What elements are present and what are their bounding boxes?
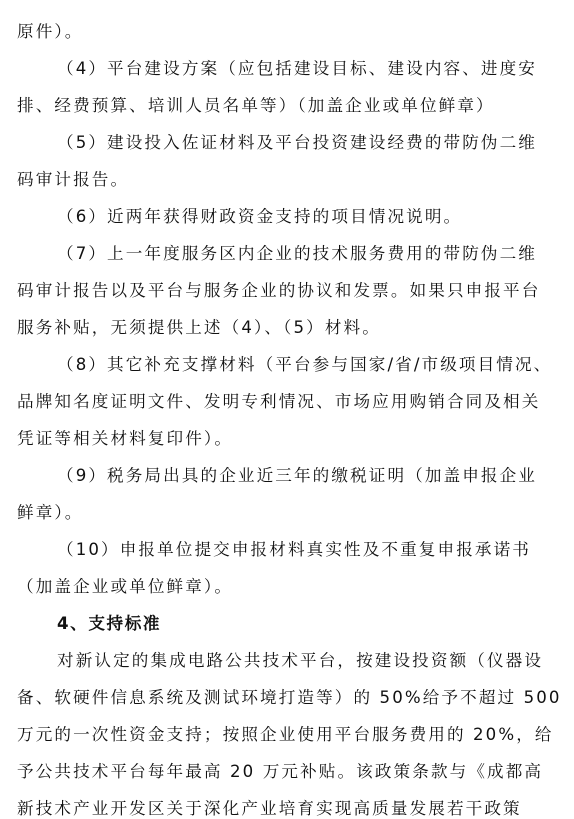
text-line-item-4: （4）平台建设方案（应包括建设目标、建设内容、进度安: [57, 59, 537, 78]
text-line-paragraph-cont: 新技术产业开发区关于深化产业培育实现高质量发展若干政策: [17, 799, 522, 818]
text-line-item-6: （6）近两年获得财政资金支持的项目情况说明。: [57, 207, 463, 226]
text-line-item-8: （8）其它补充支撑材料（平台参与国家/省/市级项目情况、: [57, 355, 553, 374]
text-line-item-10-cont: （加盖企业或单位鲜章）。: [17, 577, 234, 596]
text-line-paragraph-cont: 予公共技术平台每年最高 20 万元补贴。该政策条款与《成都高: [17, 762, 544, 781]
text-line-item-5-cont: 码审计报告。: [17, 170, 130, 189]
text-line-item-5: （5）建设投入佐证材料及平台投资建设经费的带防伪二维: [57, 133, 537, 152]
text-line-item-4-cont: 排、经费预算、培训人员名单等）（加盖企业或单位鲜章）: [17, 96, 495, 115]
text-line-paragraph: 对新认定的集成电路公共技术平台，按建设投资额（仪器设: [57, 651, 544, 670]
text-line-item-10: （10）申报单位提交申报材料真实性及不重复申报承诺书: [57, 540, 531, 559]
text-line-item-8-cont: 品牌知名度证明文件、发明专利情况、市场应用购销合同及相关: [17, 392, 541, 411]
text-line-continuation: 原件）。: [17, 22, 84, 41]
section-heading: 4、支持标准: [57, 614, 162, 633]
text-line-item-9: （9）税务局出具的企业近三年的缴税证明（加盖申报企业: [57, 466, 537, 485]
text-line-item-7-cont: 码审计报告以及平台与服务企业的协议和发票。如果只申报平台: [17, 281, 541, 300]
text-line-item-8-cont: 凭证等相关材料复印件）。: [17, 429, 234, 448]
text-line-paragraph-cont: 备、软硬件信息系统及测试环境打造等）的 50%给予不超过 500: [17, 688, 562, 707]
text-line-item-7: （7）上一年度服务区内企业的技术服务费用的带防伪二维: [57, 244, 537, 263]
text-line-item-7-cont: 服务补贴，无须提供上述（4）、（5）材料。: [17, 318, 381, 337]
text-line-item-9-cont: 鲜章）。: [17, 503, 84, 522]
text-line-paragraph-cont: 万元的一次性资金支持；按照企业使用平台服务费用的 20%，给: [17, 725, 554, 744]
